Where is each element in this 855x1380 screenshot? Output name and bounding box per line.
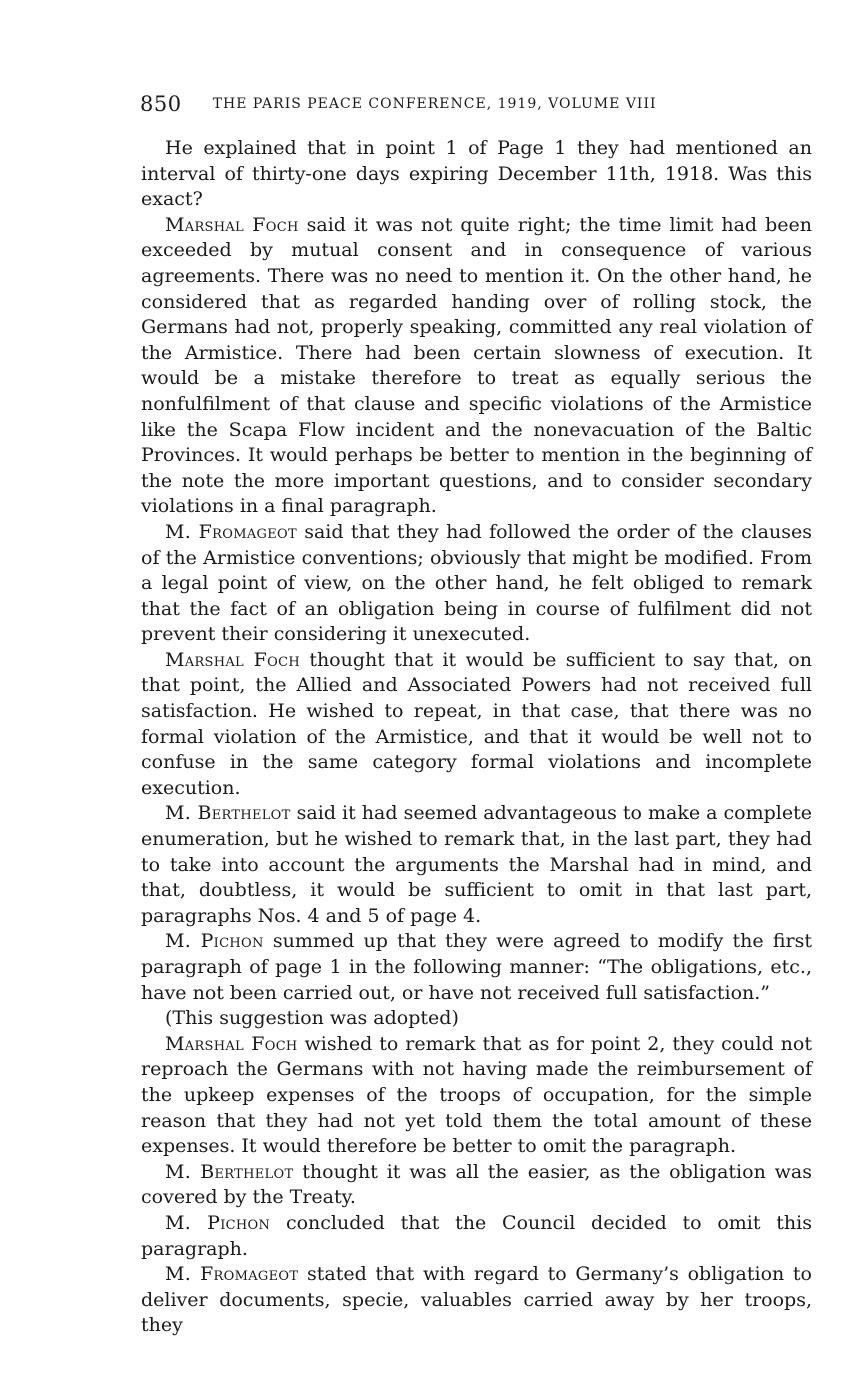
paragraph-text: said it had seemed advantageous to make a complete enumeration, but he wished to remark that, in the last part, they had to take into account the arguments the Marshal had in mind, and that, doubtless, it would be sufficient to omit in that last part, paragraphs Nos. 4 and 5 of page 4. [141, 802, 813, 927]
paragraph [141, 1211, 812, 1262]
page-header [140, 92, 820, 122]
paragraph-text: said it was not quite right; the time limit had been exceeded by mutual consent and in consequence of various agreements. There was no need to mention it. On the other hand, he considered that as regarded handing over of rolling stock, the Germans had not, properly speaking, committed any real violation of the Armistice. There had been certain slowness of execution. It would be a mistake therefore to treat as equally serious the nonfulfilment of that clause and specific violations of the Armistice like the Scapa Flow incident and the nonevacuation of the Baltic Provinces. It would perhaps be better to mention in the beginning of the note the more important questions, and to consider secondary violations in a final paragraph. [141, 213, 812, 518]
speaker-name: M. Pichon [165, 930, 264, 953]
paragraph [141, 520, 812, 648]
paragraph-text: thought that it would be sufficient to say that, on that point, the Allied and Associated Powers had not received full satisfaction. He wished to repeat, in that case, that there was no formal violation of the Armistice, and that it would be well not to confuse in the same category formal violations and incomplete execution. [141, 648, 812, 799]
paragraph [141, 1006, 812, 1032]
paragraph [141, 801, 812, 929]
running-head: THE PARIS PEACE CONFERENCE, 1919, VOLUME VIII [212, 96, 657, 112]
paragraph [141, 1032, 812, 1160]
paragraph-text: said that they had followed the order of the clauses of the Armistice conventions; obviously that might be modified. From a legal point of view, on the other hand, he felt obliged to remark that the fact of an obligation being in course of fulfilment did not prevent their considering it unexecuted. [141, 520, 812, 646]
speaker-name: M. Berthelot [165, 1160, 294, 1183]
page-number: 850 [140, 92, 182, 116]
paragraph [141, 648, 812, 802]
paragraph [141, 929, 812, 1006]
speaker-name: M. Fromageot [165, 1263, 299, 1286]
paragraph-text: (This suggestion was adopted) [165, 1007, 459, 1030]
paragraph-text: thought it was all the easier, as the obligation was covered by the Treaty. [141, 1160, 812, 1209]
speaker-name: M. Fromageot [165, 520, 297, 543]
paragraph-text: He explained that in point 1 of Page 1 they had mentioned an interval of thirty-one days expiring December 11th, 1918. Was this exact? [141, 137, 812, 211]
paragraph-text: stated that with regard to Germany’s obligation to deliver documents, specie, valuables carried away by her troops, they [141, 1263, 812, 1337]
paragraph [141, 213, 812, 520]
body-text [141, 136, 812, 1339]
speaker-name: M. Berthelot [165, 802, 291, 825]
paragraph [141, 1160, 812, 1211]
paragraph-text: wished to remark that as for point 2, they could not reproach the Germans with not having made the reimbursement of the upkeep expenses of the troops of occupation, for the simple reason that they had not yet told them the total amount of these expenses. It would therefore be better to omit the paragraph. [141, 1032, 812, 1158]
paragraph-text: summed up that they were agreed to modify the first paragraph of page 1 in the following manner: “The obligations, etc., have not been carried out, or have not received full satisfaction.” [141, 930, 812, 1004]
speaker-name: M. Pichon [165, 1211, 271, 1234]
paragraph-text: concluded that the Council decided to omit this paragraph. [141, 1211, 812, 1260]
paragraph [141, 136, 812, 213]
speaker-name: Marshal Foch [165, 648, 300, 671]
speaker-name: Marshal Foch [165, 213, 299, 236]
paragraph [141, 1262, 812, 1339]
speaker-name: Marshal Foch [165, 1032, 298, 1055]
